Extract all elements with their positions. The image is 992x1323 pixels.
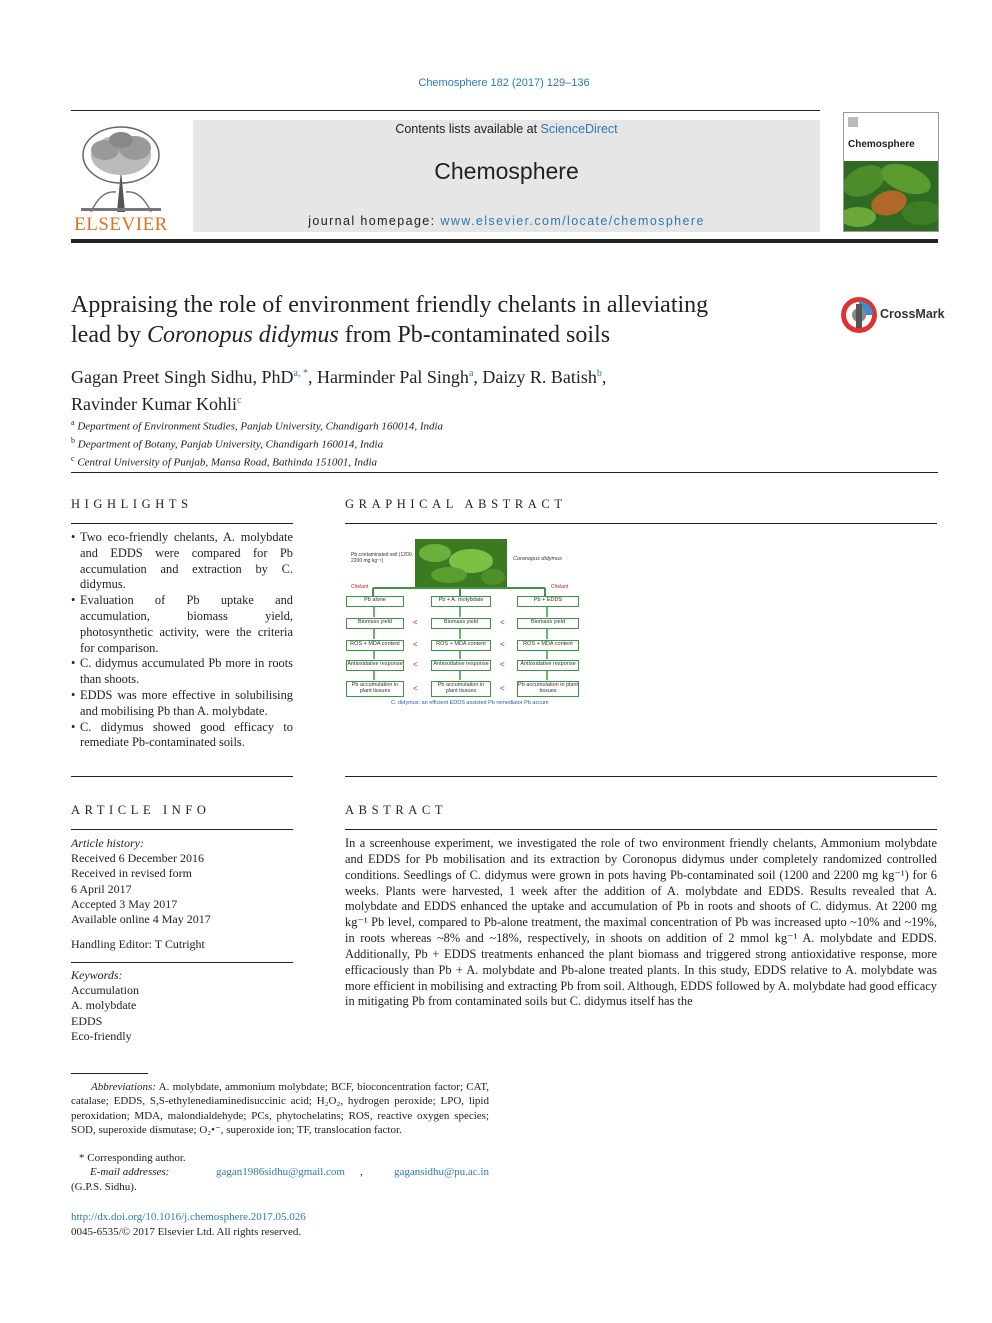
author-sep: , [601,367,607,387]
keyword: A. molybdate [71,998,137,1013]
svg-text:<: < [500,684,505,693]
journal-masthead [193,120,820,232]
history-item: Received 6 December 2016 [71,851,204,866]
email-owner: (G.P.S. Sidhu). [71,1181,137,1193]
email-link-2[interactable]: gagansidhu@pu.ac.in [393,1166,489,1178]
ga-cell: Pb accumulation in plant tissues [517,681,579,697]
ga-cell: ROS + MDA content [431,640,491,651]
highlight-item: • EDDS was more effective in solubilising and mobilising Pb than A. molybdate. [71,688,293,720]
svg-text:<: < [500,618,505,627]
abbreviations-footnote [71,1080,489,1137]
ga-cell: Biomass yield [431,618,491,629]
history-item: 6 April 2017 [71,881,132,896]
highlight-item: • Two eco-friendly chelants, A. molybdate and EDDS were compared for Pb accumulation and extraction by C. didymus. [71,530,293,593]
keyword: Eco-friendly [71,1028,132,1043]
ga-cell: Antioxidative response [346,660,404,671]
author-sep: , [473,367,483,387]
keyword: EDDS [71,1013,103,1028]
sciencedirect-link[interactable]: ScienceDirect [540,122,618,136]
ga-plant-photo [415,539,507,587]
article-info-heading: ARTICLE INFO [71,803,211,817]
title-species: Coronopus didymus [146,322,339,348]
affiliations [71,416,771,470]
journal-cover[interactable] [843,112,939,232]
journal-name[interactable]: Chemosphere [434,158,579,184]
elsevier-logo[interactable] [71,120,171,235]
ga-col-pb-edds: Pb + EDDS [517,596,579,607]
author-2-affil[interactable]: a [468,368,474,379]
history-label: Article history: [71,836,144,850]
affiliation-c: $^c$ Central University of Punjab, Mansa Road, Bathinda 151001, India [71,454,378,469]
ga-cell: Antioxidative response [517,660,579,671]
graphical-abstract-figure[interactable] [345,536,585,712]
keyword: Accumulation [71,983,139,998]
author-1[interactable]: Gagan Preet Singh Sidhu, PhD [71,367,294,387]
author-3-affil[interactable]: b [596,368,602,379]
highlights-heading: HIGHLIGHTS [71,497,193,511]
cover-icon [848,117,858,127]
article-title [71,290,811,350]
abstract-text: In a screenhouse experiment, we investigated the role of two environment friendly chelants, Ammonium molybdate and EDDS for Pb mobilisation and its extraction by Coronopus didymus under completely randomized controlled conditions. Seedlings of C. didymus were grown in pots having Pb-contaminated soil (1200 and 2200 mg kg⁻¹) for 6 weeks. Plants were harvested, 1 week after the addition of A. molybdate and EDDS. Results revealed that A. molybdate and EDDS enhanced the uptake and accumulation of Pb in roots and shoots of C. didymus. At 2200 mg kg⁻¹ Pb level, compared to Pb-alone treatment, the maximal concentration of Pb was increased upto ~10% and ~19%, in roots whereas ~8% and ~18%, respectively, in shoots on addition of 2 mmol kg⁻¹ A. molybdate and EDDS. Additionally, Pb + EDDS treatments enhanced the plant biomass and triggered strong antioxidative response, more efficaciously than Pb + A. molybdate and Pb-alone treated plants. In this study, EDDS relative to A. molybdate was more efficient in mobilising and extracting Pb from soil. Although, EDDS followed by A. molybdate had good efficacy in mitigating Pb from contaminated soils but C. didymus itself has the [345,836,937,1009]
email-label: E-mail addresses: [90,1166,170,1178]
affiliation-a: $^a$ Department of Environment Studies, Panjab University, Chandigarh 160014, India [71,418,444,433]
svg-text:<: < [413,660,418,669]
highlight-item: • C. didymus accumulated Pb more in roots than shoots. [71,656,293,688]
svg-text:<: < [413,640,418,649]
keywords-label: Keywords: [71,968,123,982]
ga-cell: Biomass yield [517,618,579,629]
highlights-list [71,530,293,751]
copyright: 0045-6535/© 2017 Elsevier Ltd. All rights reserved. [71,1226,302,1238]
elsevier-tree-icon [71,120,171,216]
corresponding-author: * Corresponding author. [79,1152,186,1164]
affiliation-b: $^b$ Department of Botany, Panjab University, Chandigarh 160014, India [71,436,384,451]
svg-text:<: < [413,618,418,627]
title-line-1: Appraising the role of environment friendly chelants in alleviating [71,292,709,318]
svg-text:<: < [413,684,418,693]
ga-cell: Antioxidative response [431,660,491,671]
journal-citation[interactable]: Chemosphere 182 (2017) 129–136 [418,77,590,89]
svg-text:<: < [500,640,505,649]
author-4[interactable]: Ravinder Kumar Kohli [71,394,237,414]
title-line-2: lead by [71,322,147,348]
abbrev-text: A. molybdate, ammonium molybdate; BCF, bioconcentration factor; CAT, catalase; EDDS, S,S-ethylenediaminedisuccinic acid; H₂O₂, hydrogen peroxide; LPO, lipid peroxidation; MDA, malondialdehyde; PCs, phytochelatins; ROS, reactive oxygen species; SOD, superoxide dismutase; O₂•⁻, superoxide ion; TF, translocation factor. [71,1081,489,1136]
ga-cell: ROS + MDA content [517,640,579,651]
ga-cell: Pb accumulation in plant tissues [431,681,491,697]
author-1-affil[interactable]: a, * [293,368,308,379]
ga-col-pb-alone: Pb alone [346,596,404,607]
article-history [71,836,293,952]
title-line-2-end: from Pb-contaminated soils [338,322,611,348]
email-line [90,1166,489,1178]
history-item: Received in revised form [71,866,192,881]
email-link-1[interactable]: gagan1986sidhu@gmail.com [216,1166,345,1178]
abbrev-label: Abbreviations: [91,1081,156,1093]
ga-chelant-right: Chelant [551,584,569,590]
ga-chelant-left: Chelant [351,584,369,590]
cover-title: Chemosphere [848,139,915,150]
keywords [71,968,293,1044]
svg-text:<: < [500,660,505,669]
highlight-item: • Evaluation of Pb uptake and accumulation, biomass yield, photosynthetic activity, were the criteria for comparison. [71,593,293,656]
ga-cell: ROS + MDA content [346,640,404,651]
ga-soil-label: Pb contaminated soil (1200, 2200 mg kg⁻¹) [351,552,413,564]
crossmark-icon [840,296,878,334]
doi-link[interactable]: http://dx.doi.org/10.1016/j.chemosphere.2017.05.026 [71,1211,306,1223]
abstract-heading: ABSTRACT [345,803,448,817]
email-sep: , [360,1166,363,1178]
ga-cell: Biomass yield [346,618,404,629]
ga-plant-label: Coronopus didymus [513,556,562,562]
ga-comparison-arrows [345,604,585,700]
crossmark-label: CrossMark [880,307,945,321]
cover-leaves-image [844,161,938,231]
author-3[interactable]: Daizy R. Batish [482,367,597,387]
author-sep: , [307,367,317,387]
ga-caption: C. didymus: an efficient EDDS assisted Pb remediator Pb accum [391,700,549,706]
ga-col-pb-molybdate: Pb + A. molybdate [431,596,491,607]
homepage-prefix: journal homepage: [308,214,441,228]
contents-prefix: Contents lists available at [395,122,541,136]
ga-cell: Pb accumulation in plant tissues [346,681,404,697]
highlight-item: • C. didymus showed good efficacy to remediate Pb-contaminated soils. [71,720,293,752]
history-item: Accepted 3 May 2017 [71,896,178,911]
author-4-affil[interactable]: c [236,395,242,406]
homepage-link[interactable]: www.elsevier.com/locate/chemosphere [440,214,705,228]
handling-editor: Handling Editor: T Cutright [71,937,205,952]
author-2[interactable]: Harminder Pal Singh [316,367,469,387]
crossmark-badge[interactable] [840,296,945,334]
author-list [71,362,771,416]
elsevier-wordmark: ELSEVIER [74,214,168,235]
history-item: Available online 4 May 2017 [71,912,211,927]
graphical-abstract-heading: GRAPHICAL ABSTRACT [345,497,567,511]
